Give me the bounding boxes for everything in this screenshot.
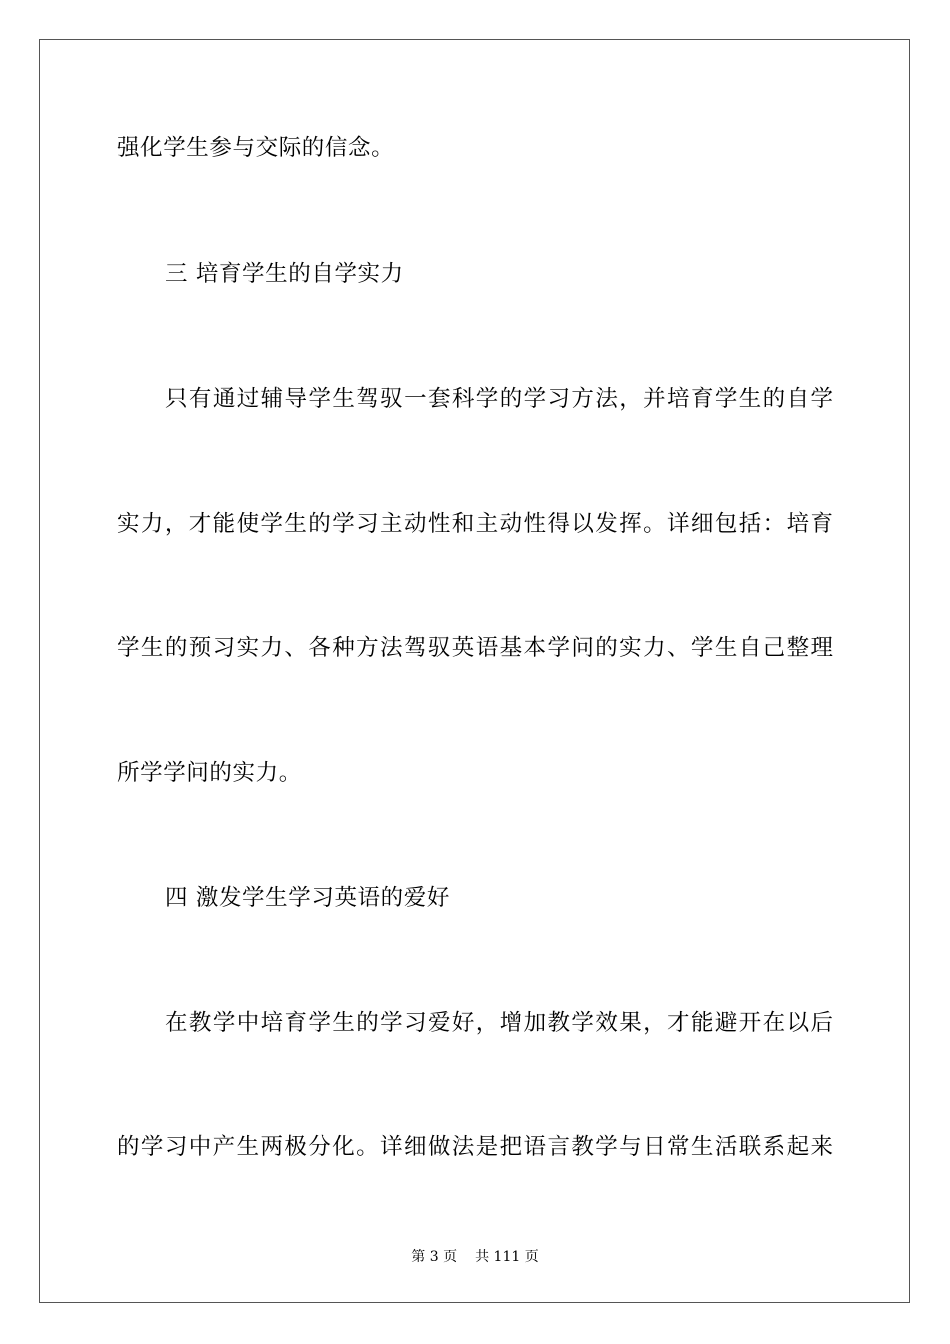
page-frame [39, 39, 910, 1303]
page-footer [0, 1248, 950, 1266]
paragraph-line: 只有通过辅导学生驾驭一套科学的学习方法，并培育学生的自学 [165, 386, 833, 412]
paragraph-line: 学生的预习实力、各种方法驾驭英语基本学问的实力、学生自己整理 [117, 635, 833, 661]
paragraph-line: 强化学生参与交际的信念。 [117, 135, 395, 161]
page-total: 共 111 页 [475, 1249, 539, 1265]
section-heading: 四 激发学生学习英语的爱好 [165, 885, 450, 911]
paragraph-line: 实力，才能使学生的学习主动性和主动性得以发挥。详细包括：培育 [117, 511, 833, 537]
section-heading: 三 培育学生的自学实力 [165, 261, 404, 287]
paragraph-line: 所学学问的实力。 [117, 760, 302, 786]
paragraph-line: 的学习中产生两极分化。详细做法是把语言教学与日常生活联系起来 [117, 1134, 833, 1160]
paragraph-line: 在教学中培育学生的学习爱好，增加教学效果，才能避开在以后 [165, 1010, 833, 1036]
page-number: 第 3 页 [411, 1249, 458, 1265]
